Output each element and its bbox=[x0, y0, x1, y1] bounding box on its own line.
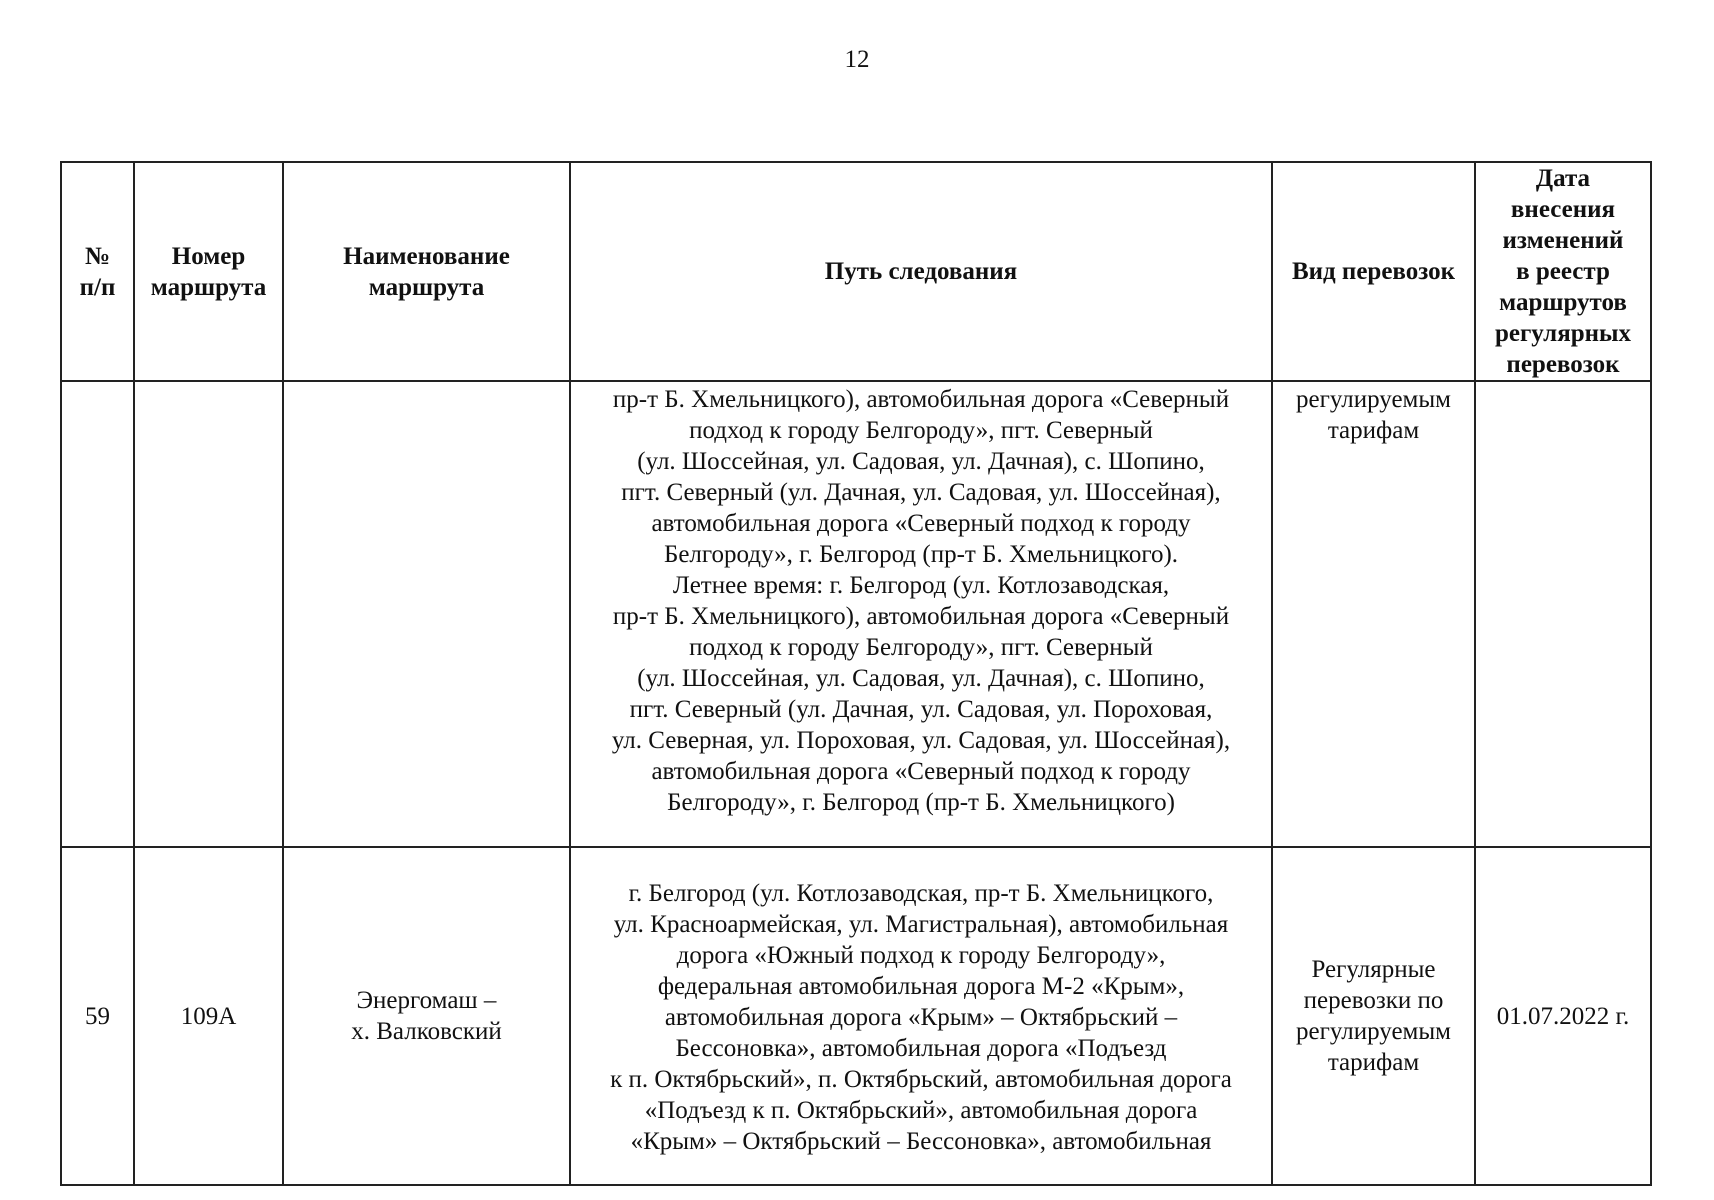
page-number: 12 bbox=[844, 46, 870, 73]
header-route-name: Наименование маршрута bbox=[283, 162, 570, 381]
cell-num bbox=[61, 381, 134, 847]
header-path: Путь следования bbox=[570, 162, 1272, 381]
cell-transport-type: регулируемым тарифам bbox=[1272, 381, 1475, 847]
cell-route-name bbox=[283, 381, 570, 847]
table-header-row bbox=[61, 162, 1651, 381]
table-row bbox=[61, 847, 1651, 1185]
header-route-number: Номер маршрута bbox=[134, 162, 283, 381]
table-row bbox=[61, 381, 1651, 847]
cell-change-date: 01.07.2022 г. bbox=[1475, 847, 1651, 1185]
header-change-date: Дата внесения изменений в реестр маршрутов регулярных перевозок bbox=[1475, 162, 1651, 381]
cell-path: г. Белгород (ул. Котлозаводская, пр-т Б. Хмельницкого, ул. Красноармейская, ул. Магистральная), автомобильная дорога «Южный подход к городу Белгороду», федеральная автомобильная дорога М-2 «Крым», автомобильная дорога «Крым» – Октябрьский – Бессоновка», автомобильная дорога «Подъезд к п. Октябрьский», п. Октябрьский, автомобильная дорога «Подъезд к п. Октябрьский», автомобильная дорога «Крым» – Октябрьский – Бессоновка», автомобильная bbox=[570, 847, 1272, 1185]
cell-route-name: Энергомаш – х. Валковский bbox=[283, 847, 570, 1185]
cell-route-number bbox=[134, 381, 283, 847]
cell-transport-type: Регулярные перевозки по регулируемым тарифам bbox=[1272, 847, 1475, 1185]
cell-path: пр-т Б. Хмельницкого), автомобильная дорога «Северный подход к городу Белгороду», пгт. Северный (ул. Шоссейная, ул. Садовая, ул. Дачная), с. Шопино, пгт. Северный (ул. Дачная, ул. Садовая, ул. Шоссейная), автомобильная дорога «Северный подход к городу Белгороду», г. Белгород (пр-т Б. Хмельницкого). Летнее время: г. Белгород (ул. Котлозаводская, пр-т Б. Хмельницкого), автомобильная дорога «Северный подход к городу Белгороду», пгт. Северный (ул. Шоссейная, ул. Садовая, ул. Дачная), с. Шопино, пгт. Северный (ул. Дачная, ул. Садовая, ул. Пороховая, ул. Северная, ул. Пороховая, ул. Садовая, ул. Шоссейная), автомобильная дорога «Северный подход к городу Белгороду», г. Белгород (пр-т Б. Хмельницкого) bbox=[570, 381, 1272, 847]
header-num: № п/п bbox=[61, 162, 134, 381]
route-registry-table bbox=[60, 161, 1652, 1186]
cell-change-date bbox=[1475, 381, 1651, 847]
cell-route-number: 109А bbox=[134, 847, 283, 1185]
cell-num: 59 bbox=[61, 847, 134, 1185]
header-transport-type: Вид перевозок bbox=[1272, 162, 1475, 381]
